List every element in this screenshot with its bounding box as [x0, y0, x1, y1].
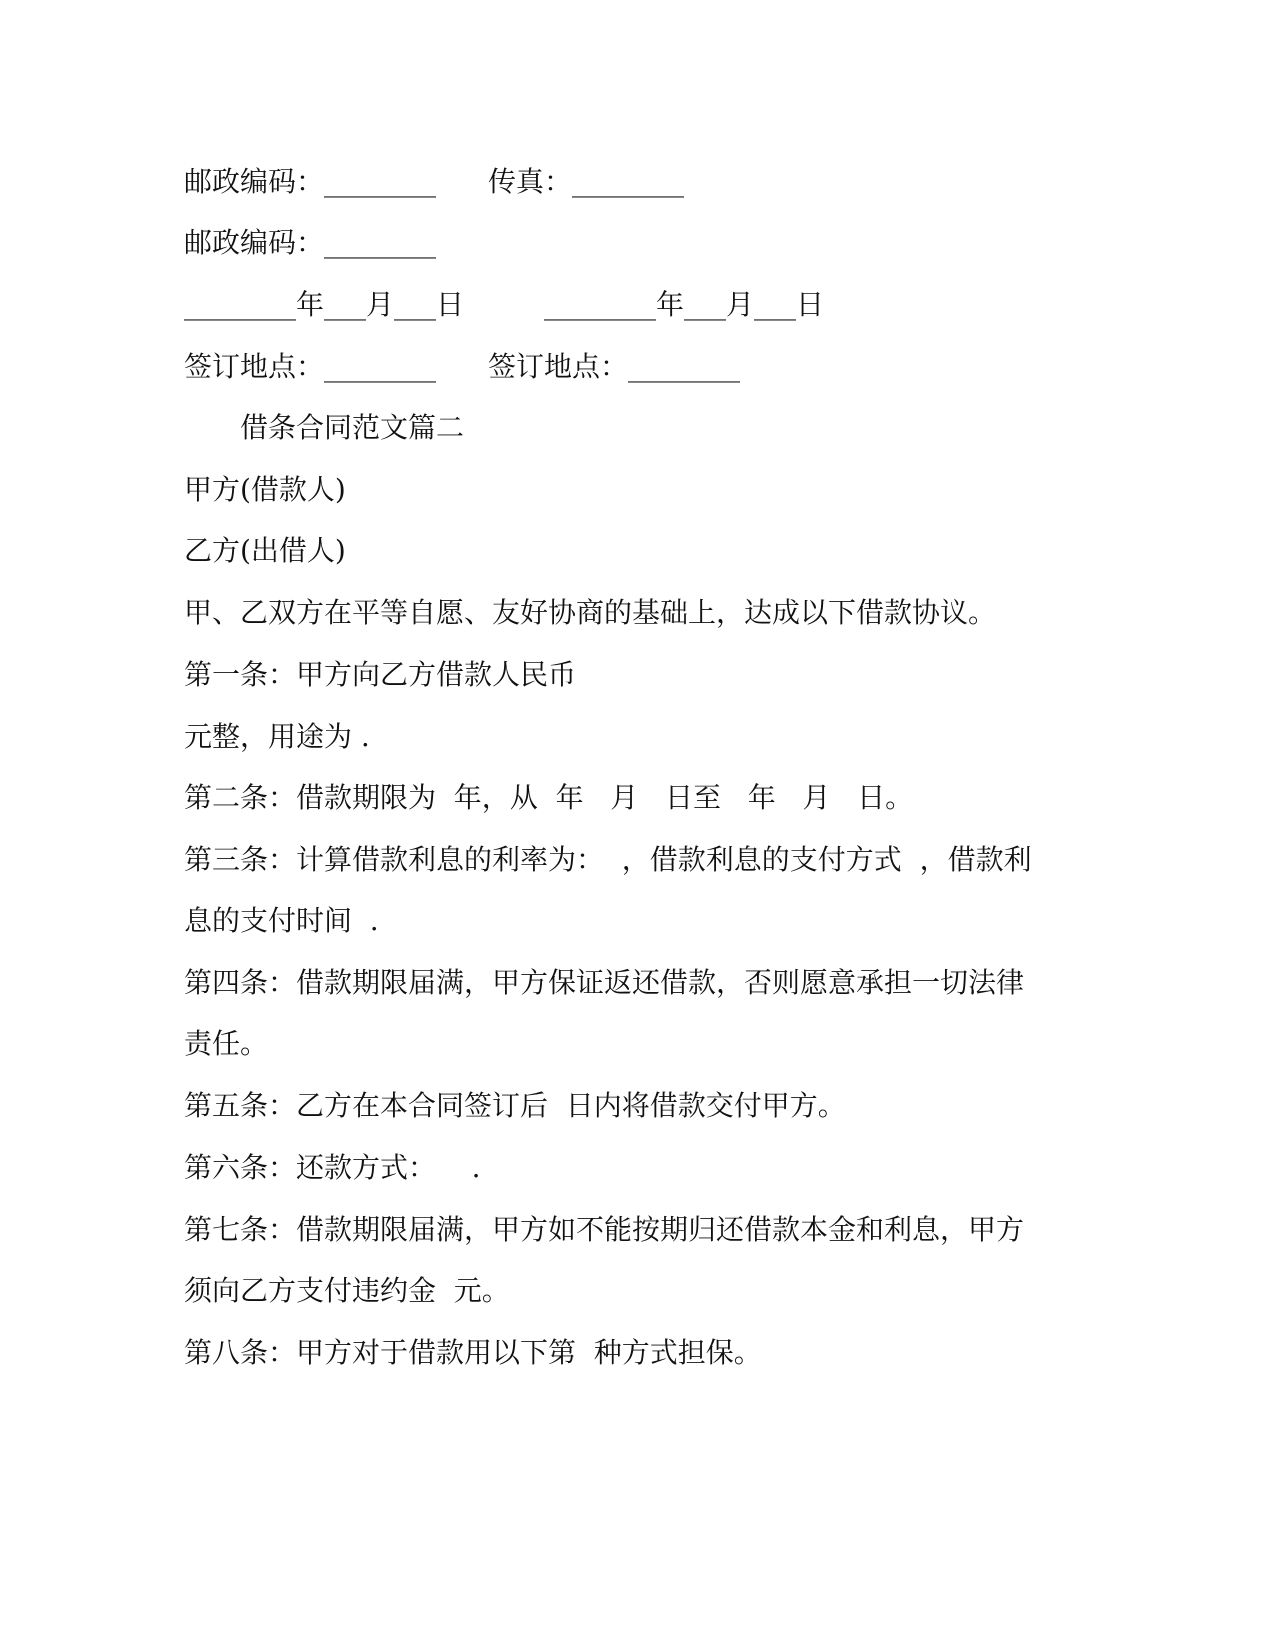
intro-paragraph: 甲、乙双方在平等自愿、友好协商的基础上，达成以下借款协议。	[184, 596, 997, 629]
fax-field: 传真：________	[488, 165, 685, 198]
section-title: 借条合同范文篇二	[240, 411, 465, 444]
sign-place-field-b: 签订地点：________	[488, 350, 741, 383]
article-3-line-2: 息的支付时间 .	[184, 904, 379, 937]
date-field-a: ________年___月___日	[184, 288, 465, 321]
sign-place-field-a: 签订地点：________	[184, 350, 437, 383]
article-3-line-1: 第三条：计算借款利息的利率为： ，借款利息的支付方式 ，借款利	[184, 843, 1032, 876]
date-field-b: ________年___月___日	[544, 288, 825, 321]
article-7-line-1: 第七条：借款期限届满，甲方如不能按期归还借款本金和利息，甲方	[184, 1213, 1025, 1246]
article-1-line-2: 元整，用途为 .	[184, 720, 370, 753]
article-2: 第二条：借款期限为 年，从 年 月 日至 年 月 日。	[184, 781, 914, 814]
party-b: 乙方(出借人)	[184, 534, 346, 567]
postal-fax-line	[184, 165, 685, 280]
article-4-line-1: 第四条：借款期限届满，甲方保证返还借款，否则愿意承担一切法律	[184, 966, 1025, 999]
postal-code-field-b: 邮政编码：________	[184, 226, 437, 259]
article-5: 第五条：乙方在本合同签订后 日内将借款交付甲方。	[184, 1089, 846, 1122]
article-1-line-1: 第一条：甲方向乙方借款人民币	[184, 658, 577, 691]
postal-code-field-a: 邮政编码：________	[184, 165, 437, 198]
party-a: 甲方(借款人)	[184, 473, 346, 506]
article-7-line-2: 须向乙方支付违约金 元。	[184, 1274, 510, 1307]
article-8: 第八条：甲方对于借款用以下第 种方式担保。	[184, 1336, 762, 1369]
article-4-line-2: 责任。	[184, 1027, 269, 1060]
article-6: 第六条：还款方式： .	[184, 1151, 481, 1184]
